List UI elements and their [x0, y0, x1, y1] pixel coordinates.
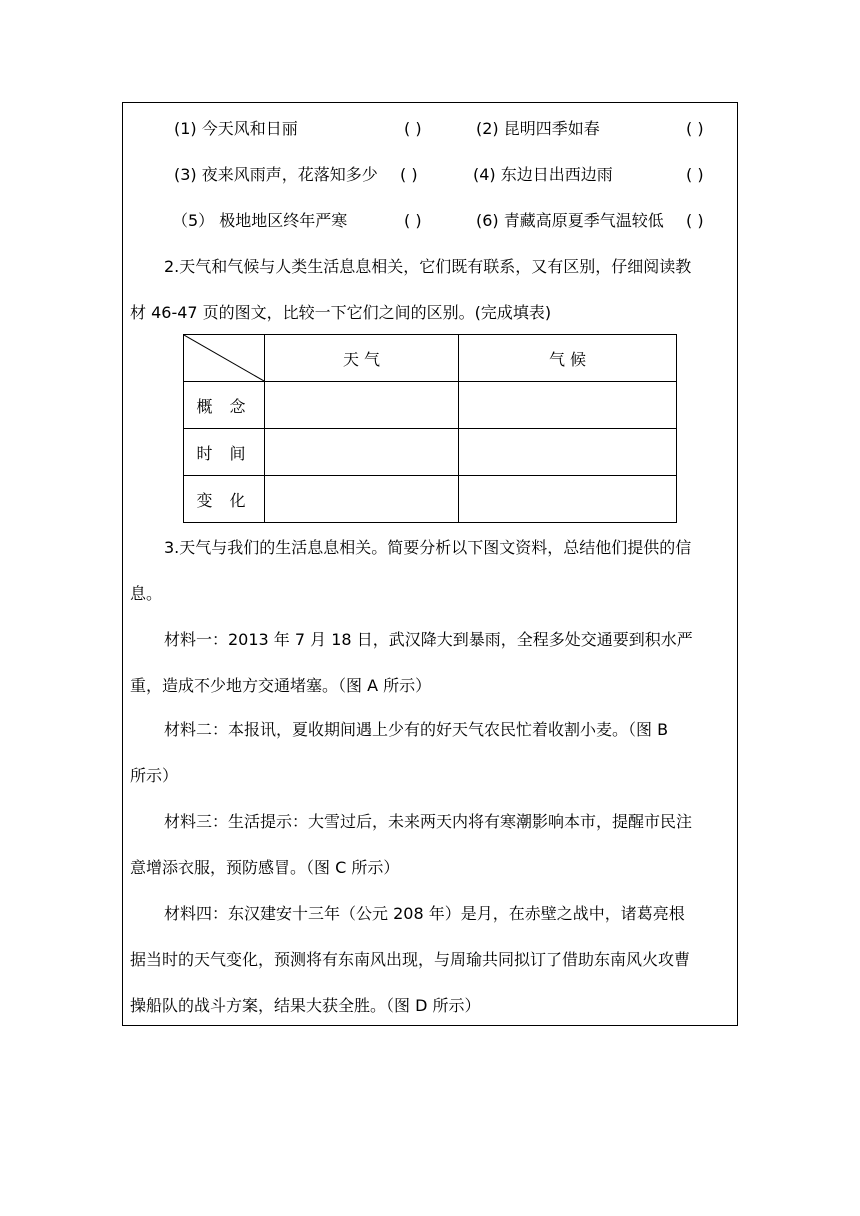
cell-weather-change[interactable]: [265, 476, 459, 523]
q1-item-2: (2) 昆明四季如春: [476, 119, 600, 138]
q1-item-3: (3) 夜来风雨声，花落知多少: [174, 165, 378, 184]
q1-item-4: (4) 东边日出西边雨: [473, 165, 613, 184]
table-corner-cell: [184, 335, 265, 382]
cell-climate-time[interactable]: [459, 429, 677, 476]
row-header-change: 变 化: [184, 476, 265, 523]
worksheet-frame: [122, 102, 738, 1026]
material-4-line-3: 操船队的战斗方案，结果大获全胜。（图 D 所示）: [130, 996, 481, 1015]
q1-item-5-answer-blank[interactable]: ( ): [404, 211, 422, 230]
material-4-line-1: 材料四：东汉建安十三年（公元 208 年）是月，在赤壁之战中，诸葛亮根: [164, 904, 685, 923]
row-header-concept: 概 念: [184, 382, 265, 429]
material-1-line-2: 重，造成不少地方交通堵塞。（图 A 所示）: [130, 676, 432, 695]
q1-item-4-answer-blank[interactable]: ( ): [686, 165, 704, 184]
q2-text-line-2: 材 46-47 页的图文，比较一下它们之间的区别。(完成填表): [130, 303, 552, 322]
diagonal-line: [184, 335, 264, 381]
material-2-line-1: 材料二：本报讯，夏收期间遇上少有的好天气农民忙着收割小麦。（图 B: [164, 720, 669, 739]
q1-item-1: (1) 今天风和日丽: [174, 119, 298, 138]
material-3-line-2: 意增添衣服，预防感冒。（图 C 所示）: [130, 858, 400, 877]
material-2-line-2: 所示）: [130, 766, 179, 785]
material-3-line-1: 材料三：生活提示：大雪过后，未来两天内将有寒潮影响本市，提醒市民注: [164, 812, 693, 831]
col-header-climate: 气 候: [459, 335, 677, 382]
q3-text-line-2: 息。: [130, 584, 163, 603]
q1-item-1-answer-blank[interactable]: ( ): [404, 119, 422, 138]
q1-item-5: （5） 极地地区终年严寒: [172, 211, 348, 230]
material-1-line-1: 材料一：2013 年 7 月 18 日，武汉降大到暴雨，全程多处交通要到积水严: [164, 630, 693, 649]
material-4-line-2: 据当时的天气变化，预测将有东南风出现，与周瑜共同拟订了借助东南风火攻曹: [130, 950, 691, 969]
q1-item-3-answer-blank[interactable]: ( ): [400, 165, 418, 184]
q3-text-line-1: 3.天气与我们的生活息息相关。简要分析以下图文资料，总结他们提供的信: [164, 538, 692, 557]
q1-item-6: (6) 青藏高原夏季气温较低: [476, 211, 664, 230]
cell-weather-concept[interactable]: [265, 382, 459, 429]
q2-text-line-1: 2.天气和气候与人类生活息息相关，它们既有联系，又有区别，仔细阅读教: [164, 257, 692, 276]
cell-climate-change[interactable]: [459, 476, 677, 523]
col-header-weather: 天 气: [265, 335, 459, 382]
cell-climate-concept[interactable]: [459, 382, 677, 429]
q1-item-6-answer-blank[interactable]: ( ): [686, 211, 704, 230]
cell-weather-time[interactable]: [265, 429, 459, 476]
comparison-table: [183, 334, 677, 523]
row-header-time: 时 间: [184, 429, 265, 476]
q1-item-2-answer-blank[interactable]: ( ): [686, 119, 704, 138]
